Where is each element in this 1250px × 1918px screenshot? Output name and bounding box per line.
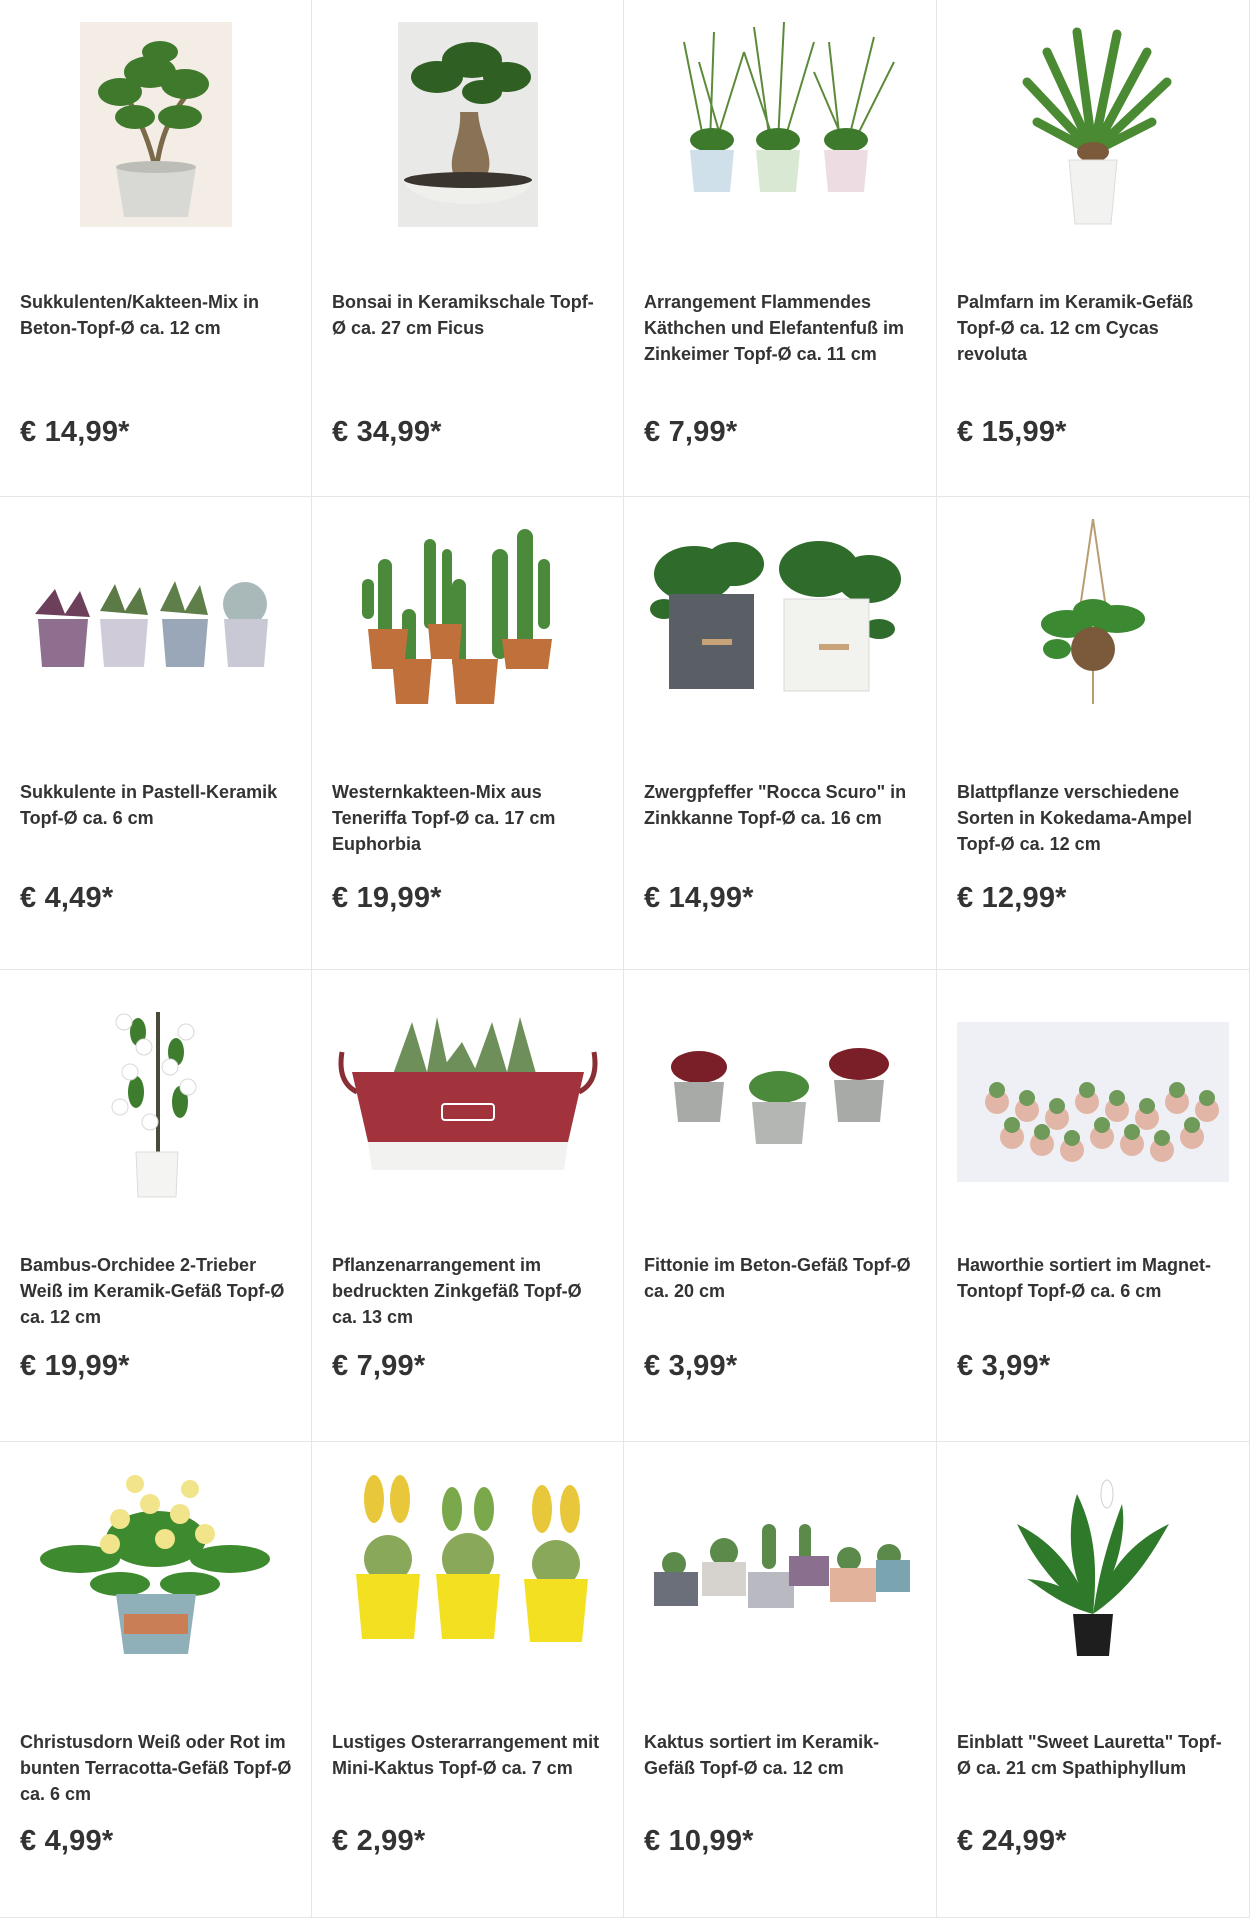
product-image[interactable] [332, 519, 604, 729]
succulent-pot-icon [20, 22, 292, 232]
cactus-assortment-icon [644, 1464, 916, 1674]
product-image[interactable] [644, 519, 916, 729]
product-tile[interactable] [624, 0, 937, 497]
product-tile[interactable] [937, 970, 1250, 1442]
cactus-mix-icon [332, 519, 604, 729]
product-title[interactable]: Sukkulente in Pastell-Keramik Topf-Ø ca. 6 cm [20, 782, 278, 828]
product-price: € 24,99* [957, 1825, 1067, 1857]
product-tile[interactable] [312, 970, 624, 1442]
product-title[interactable]: Palmfarn im Keramik-Gefäß Topf-Ø ca. 12 cm Cycas revoluta [957, 292, 1194, 364]
product-tile[interactable] [0, 970, 312, 1442]
haworthia-tray-icon [957, 992, 1229, 1202]
peace-lily-icon [957, 1464, 1229, 1674]
product-tile[interactable] [312, 1442, 624, 1918]
product-tile[interactable] [937, 1442, 1250, 1918]
product-price: € 10,99* [644, 1825, 754, 1857]
product-image[interactable] [957, 22, 1229, 232]
product-image[interactable] [20, 992, 292, 1202]
product-tile[interactable] [937, 497, 1250, 970]
product-title[interactable]: Lustiges Osterarrangement mit Mini-Kaktus Topf-Ø ca. 7 cm [332, 1732, 600, 1778]
product-price: € 4,49* [20, 882, 114, 914]
product-image[interactable] [332, 22, 604, 232]
product-image[interactable] [644, 1464, 916, 1674]
palm-fern-icon [957, 22, 1229, 232]
product-tile[interactable] [624, 1442, 937, 1918]
milk-can-plants-icon [644, 519, 916, 729]
product-price: € 15,99* [957, 416, 1067, 448]
product-price: € 34,99* [332, 416, 442, 448]
fittonia-icon [644, 992, 916, 1202]
easter-cactus-icon [332, 1464, 604, 1674]
product-tile[interactable] [312, 497, 624, 970]
product-title[interactable]: Westernkakteen-Mix aus Teneriffa Topf-Ø ca. 17 cm Euphorbia [332, 782, 556, 854]
hanging-kokedama-icon [957, 519, 1229, 729]
product-title[interactable]: Fittonie im Beton-Gefäß Topf-Ø ca. 20 cm [644, 1255, 911, 1301]
grass-buckets-icon [644, 22, 916, 232]
product-image[interactable] [644, 992, 916, 1202]
product-image[interactable] [332, 1464, 604, 1674]
product-image[interactable] [332, 992, 604, 1202]
euphorbia-flower-icon [20, 1464, 292, 1674]
product-tile[interactable] [937, 0, 1250, 497]
product-price: € 12,99* [957, 882, 1067, 914]
product-image[interactable] [20, 1464, 292, 1674]
product-price: € 14,99* [644, 882, 754, 914]
pastel-succulents-icon [20, 519, 292, 729]
product-image[interactable] [957, 1464, 1229, 1674]
zinc-tub-succulents-icon [332, 992, 604, 1202]
product-price: € 19,99* [20, 1350, 130, 1382]
product-price: € 14,99* [20, 416, 130, 448]
product-title[interactable]: Christusdorn Weiß oder Rot im bunten Terracotta-Gefäß Topf-Ø ca. 6 cm [20, 1732, 292, 1804]
product-price: € 3,99* [644, 1350, 738, 1382]
product-title[interactable]: Haworthie sortiert im Magnet-Tontopf Topf-Ø ca. 6 cm [957, 1255, 1212, 1301]
product-title[interactable]: Blattpflanze verschiedene Sorten in Kokedama-Ampel Topf-Ø ca. 12 cm [957, 782, 1193, 854]
product-title[interactable]: Kaktus sortiert im Keramik-Gefäß Topf-Ø ca. 12 cm [644, 1732, 880, 1778]
product-title[interactable]: Zwergpfeffer "Rocca Scuro" in Zinkkanne Topf-Ø ca. 16 cm [644, 782, 907, 828]
product-title[interactable]: Pflanzenarrangement im bedruckten Zinkgefäß Topf-Ø ca. 13 cm [332, 1255, 582, 1327]
product-tile[interactable] [0, 497, 312, 970]
product-image[interactable] [957, 519, 1229, 729]
product-tile[interactable] [0, 0, 312, 497]
product-price: € 7,99* [332, 1350, 426, 1382]
product-price: € 2,99* [332, 1825, 426, 1857]
product-tile[interactable] [624, 497, 937, 970]
product-title[interactable]: Sukkulenten/Kakteen-Mix in Beton-Topf-Ø ca. 12 cm [20, 292, 260, 338]
product-tile[interactable] [312, 0, 624, 497]
product-price: € 4,99* [20, 1825, 114, 1857]
product-title[interactable]: Bambus-Orchidee 2-Trieber Weiß im Keramik-Gefäß Topf-Ø ca. 12 cm [20, 1255, 285, 1327]
bonsai-icon [332, 22, 604, 232]
product-image[interactable] [644, 22, 916, 232]
product-tile[interactable] [624, 970, 937, 1442]
orchid-icon [20, 992, 292, 1202]
product-title[interactable]: Einblatt "Sweet Lauretta" Topf-Ø ca. 21 cm Spathiphyllum [957, 1732, 1222, 1778]
product-price: € 7,99* [644, 416, 738, 448]
product-tile[interactable] [0, 1442, 312, 1918]
product-image[interactable] [20, 22, 292, 232]
product-price: € 3,99* [957, 1350, 1051, 1382]
product-price: € 19,99* [332, 882, 442, 914]
product-title[interactable]: Arrangement Flammendes Käthchen und Elefantenfuß im Zinkeimer Topf-Ø ca. 11 cm [644, 292, 905, 364]
product-title[interactable]: Bonsai in Keramikschale Topf-Ø ca. 27 cm Ficus [332, 292, 594, 338]
product-image[interactable] [957, 992, 1229, 1202]
product-image[interactable] [20, 519, 292, 729]
